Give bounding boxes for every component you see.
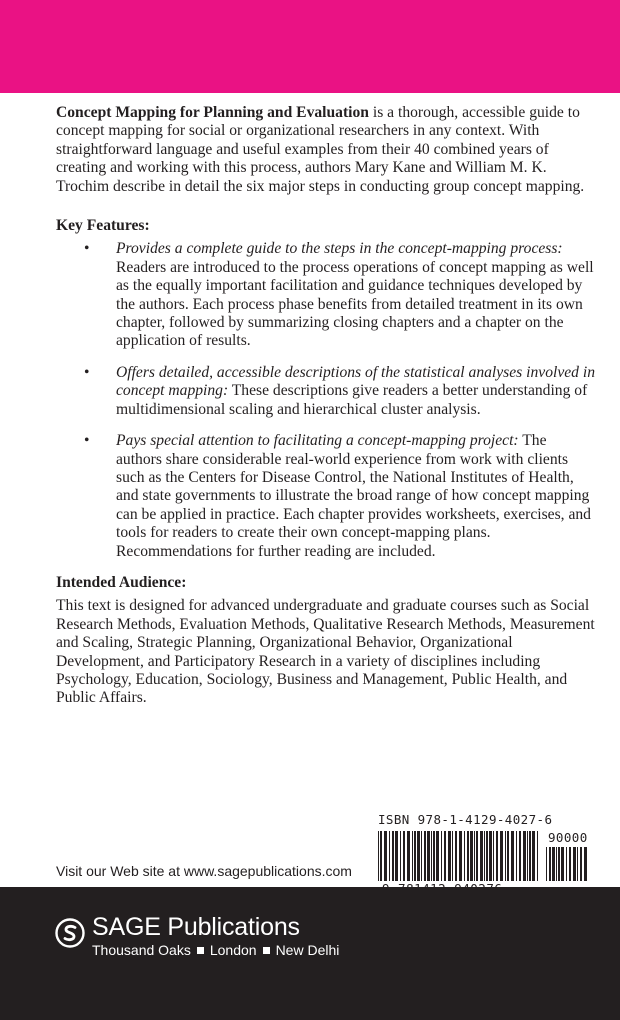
barcode-bar	[516, 831, 517, 881]
barcode-bar	[532, 831, 535, 881]
barcode-bar	[558, 847, 560, 881]
back-cover-text	[56, 104, 596, 708]
feature-lead: Offers detailed, accessible descriptions of the statistical analyses involved in concept mapping:	[116, 363, 595, 400]
barcode-bar	[580, 847, 582, 881]
key-features-heading: Key Features:	[56, 217, 150, 235]
barcode-bar	[537, 831, 538, 881]
barcode-bar	[546, 847, 547, 881]
barcode-bar	[424, 831, 426, 881]
barcode-bar	[414, 831, 416, 881]
barcode-bar	[407, 831, 410, 881]
barcode-bar	[389, 831, 390, 881]
barcode-bar	[529, 831, 531, 881]
barcode-bar	[448, 831, 451, 881]
bullet-icon: •	[84, 363, 90, 381]
feature-text: These descriptions give readers a better understanding of multidimensional scaling and hierarchical cluster analysis.	[116, 382, 588, 418]
barcode-bar	[519, 831, 521, 881]
barcode-bar	[496, 831, 498, 881]
feature-item	[56, 432, 596, 561]
barcode-bar	[392, 831, 394, 881]
barcode-bar	[527, 831, 528, 881]
feature-lead: Provides a complete guide to the steps in the concept-mapping process:	[116, 240, 563, 258]
top-accent-band	[0, 0, 620, 93]
barcode-bar	[412, 831, 413, 881]
barcode-bar	[417, 831, 420, 881]
feature-text: Readers are introduced to the process operations of concept mapping as well as the equally important facilitation and guidance techniques developed by the authors. Each process phase benefits from detailed treatment in its own chapter, followed by summarizing closing chapters and a chapter on the application of results.	[116, 258, 594, 350]
barcode-bar	[549, 847, 551, 881]
barcode-bar	[459, 831, 462, 881]
separator-square-icon	[263, 947, 270, 954]
barcode-bar	[452, 831, 453, 881]
feature-text: The authors share considerable real-world experience from work with clients such as the Centers for Disease Control, the National Institutes of Health, and state governments to illustrate the broad range of how concept mapping can be applied in practice. Each chapter provides worksheets, exercises, and tools for readers to create their own concept-mapping plans. Recommendations for further reading are included.	[116, 432, 591, 560]
barcode-bar	[436, 831, 439, 881]
bullet-icon: •	[84, 432, 90, 450]
addon-code: 90000	[548, 830, 588, 845]
website-text: Visit our Web site at www.sagepublications.com	[56, 863, 352, 879]
key-features-list	[56, 240, 596, 561]
isbn-barcode	[378, 812, 588, 899]
barcode-bar	[464, 831, 465, 881]
city-name: New Delhi	[275, 942, 340, 958]
intro-text: is a thorough, accessible guide to concept mapping for social or organizational researchers in any context. With straightforward language and useful examples from their 40 combined years of creating and working with this process, authors Mary Kane and William M. K. Trochim describe in detail the six major steps in conducting group concept mapping.	[56, 104, 585, 195]
barcode-bar	[378, 831, 379, 881]
audience-heading: Intended Audience:	[56, 573, 187, 591]
barcode-bar	[507, 831, 509, 881]
intro-paragraph	[56, 104, 596, 196]
barcode-bar	[395, 831, 398, 881]
barcode-bar	[486, 831, 488, 881]
feature-lead: Pays special attention to facilitating a concept-mapping project:	[116, 432, 519, 450]
city-name: London	[209, 942, 257, 958]
feature-item	[56, 240, 596, 350]
barcode-bar	[421, 831, 422, 881]
barcode-bar	[493, 831, 494, 881]
sage-logo-icon	[55, 918, 85, 948]
addon-barcode-icon	[546, 847, 588, 881]
publisher-cities	[92, 942, 339, 958]
barcode-bar	[552, 847, 555, 881]
barcode-bar	[470, 831, 473, 881]
barcode-bar	[561, 847, 564, 881]
barcode-bar	[573, 847, 576, 881]
barcode-bar	[500, 831, 503, 881]
barcode-bar	[523, 831, 526, 881]
separator-square-icon	[197, 947, 204, 954]
barcode-bar	[476, 831, 478, 881]
barcode-bar	[403, 831, 405, 881]
barcode-bar	[444, 831, 446, 881]
barcode-bar	[431, 831, 432, 881]
barcode-bar	[556, 847, 557, 881]
barcode-bar	[577, 847, 578, 881]
barcode-bar	[467, 831, 469, 881]
barcode-bar	[433, 831, 435, 881]
barcode-bar	[505, 831, 506, 881]
barcode-bar	[380, 831, 382, 881]
barcode-bar	[566, 847, 567, 881]
barcode-bar	[441, 831, 442, 881]
feature-item	[56, 364, 596, 419]
barcode-bar	[584, 847, 587, 881]
barcode-bar	[480, 831, 483, 881]
barcode-bar	[384, 831, 387, 881]
book-title: Concept Mapping for Planning and Evaluation	[56, 104, 369, 121]
barcode-bar	[569, 847, 571, 881]
isbn-label: ISBN 978-1-4129-4027-6	[378, 812, 553, 827]
city-name: Thousand Oaks	[92, 942, 191, 958]
barcode-bar	[511, 831, 514, 881]
barcode-bar	[484, 831, 485, 881]
publisher-name: SAGE Publications	[92, 913, 300, 941]
barcode-bar	[427, 831, 430, 881]
ean-barcode-icon	[378, 831, 538, 881]
barcode-bar	[489, 831, 492, 881]
barcode-bar	[400, 831, 401, 881]
bullet-icon: •	[84, 240, 90, 258]
audience-paragraph: This text is designed for advanced undergraduate and graduate courses such as Social Research Methods, Evaluation Methods, Qualitative Research Methods, Measurement and Scaling, Strategic Planning, Organizational Behavior, Organizational Development, and Participatory Research in a variety of disciplines including Psychology, Education, Sociology, Business and Management, Public Health, and Public Affairs.	[56, 597, 595, 707]
barcode-bar	[455, 831, 457, 881]
barcode-bar	[474, 831, 475, 881]
